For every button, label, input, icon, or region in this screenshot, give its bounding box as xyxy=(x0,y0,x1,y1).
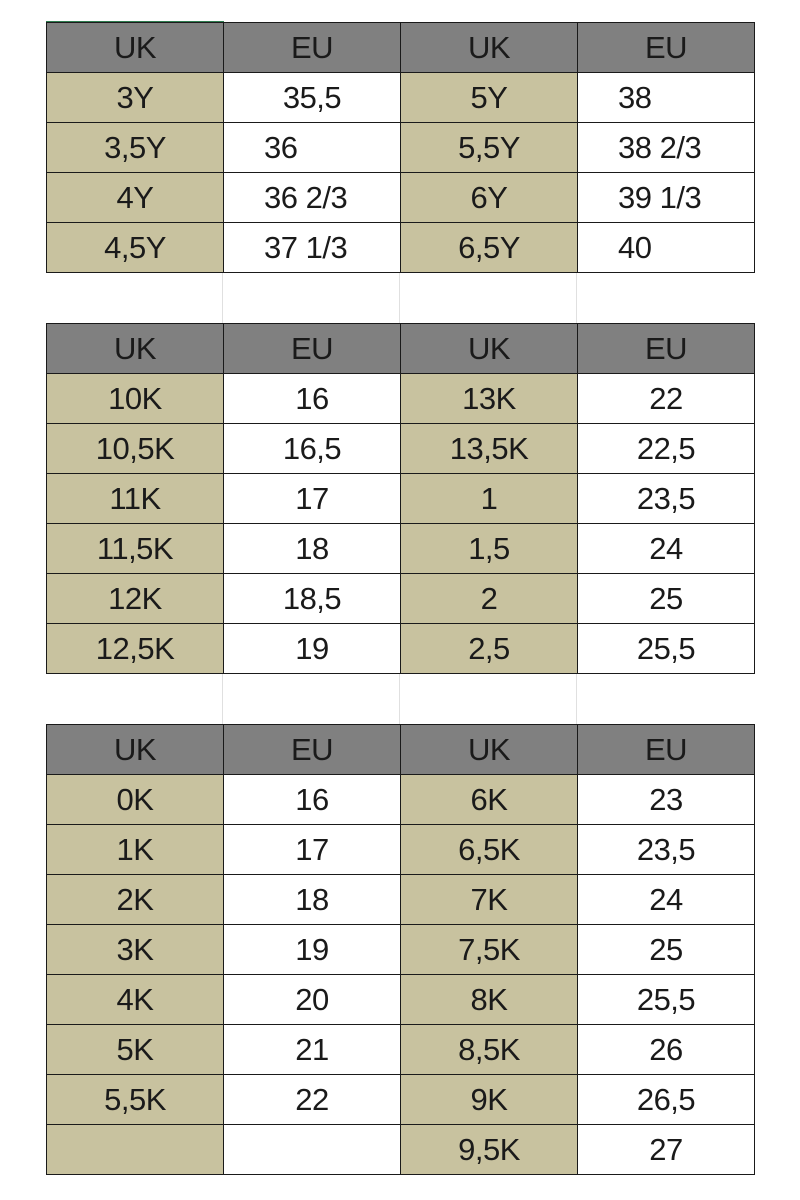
eu-size-cell[interactable]: 16 xyxy=(224,374,401,424)
eu-size-cell[interactable]: 20 xyxy=(224,975,401,1025)
empty-cell[interactable] xyxy=(46,273,223,323)
uk-size-cell[interactable]: 4,5Y xyxy=(47,223,224,273)
table-row xyxy=(47,73,755,123)
uk-size-cell[interactable]: 5Y xyxy=(401,73,578,123)
eu-size-cell[interactable]: 25 xyxy=(578,574,755,624)
empty-spreadsheet-row[interactable] xyxy=(46,674,754,724)
empty-cell[interactable] xyxy=(46,674,223,724)
empty-cell[interactable] xyxy=(577,273,754,323)
table-row xyxy=(47,775,755,825)
uk-size-cell[interactable]: 10K xyxy=(47,374,224,424)
empty-cell[interactable] xyxy=(400,674,577,724)
eu-size-cell[interactable]: 25,5 xyxy=(578,975,755,1025)
uk-size-cell[interactable]: 1 xyxy=(401,474,578,524)
header-eu: EU xyxy=(578,725,755,775)
uk-size-cell[interactable]: 2K xyxy=(47,875,224,925)
table-header-row xyxy=(47,324,755,374)
uk-size-cell[interactable]: 5,5Y xyxy=(401,123,578,173)
uk-size-cell[interactable]: 9K xyxy=(401,1075,578,1125)
eu-size-cell[interactable]: 36 xyxy=(224,123,401,173)
size-table-kids-large xyxy=(46,323,755,674)
header-uk: UK xyxy=(47,725,224,775)
table-row xyxy=(47,424,755,474)
table-row xyxy=(47,374,755,424)
header-uk: UK xyxy=(401,324,578,374)
empty-cell[interactable] xyxy=(577,674,754,724)
eu-size-cell[interactable]: 26,5 xyxy=(578,1075,755,1125)
eu-size-cell[interactable]: 26 xyxy=(578,1025,755,1075)
uk-size-cell[interactable]: 5K xyxy=(47,1025,224,1075)
table-row xyxy=(47,173,755,223)
header-eu: EU xyxy=(224,324,401,374)
eu-size-cell[interactable]: 24 xyxy=(578,524,755,574)
table-row xyxy=(47,474,755,524)
eu-size-cell[interactable]: 24 xyxy=(578,875,755,925)
empty-cell[interactable] xyxy=(223,674,400,724)
eu-size-cell[interactable]: 39 1/3 xyxy=(578,173,755,223)
uk-size-cell[interactable]: 6,5K xyxy=(401,825,578,875)
uk-size-cell[interactable]: 6Y xyxy=(401,173,578,223)
uk-size-cell[interactable]: 2,5 xyxy=(401,624,578,674)
uk-size-cell[interactable]: 11K xyxy=(47,474,224,524)
header-eu: EU xyxy=(578,324,755,374)
header-uk: UK xyxy=(401,725,578,775)
eu-size-cell[interactable]: 17 xyxy=(224,825,401,875)
eu-size-cell[interactable]: 38 xyxy=(578,73,755,123)
uk-size-cell[interactable]: 11,5K xyxy=(47,524,224,574)
header-eu: EU xyxy=(578,23,755,73)
uk-size-cell[interactable]: 13,5K xyxy=(401,424,578,474)
eu-size-cell[interactable]: 40 xyxy=(578,223,755,273)
eu-size-cell[interactable] xyxy=(224,1125,401,1175)
eu-size-cell[interactable]: 23,5 xyxy=(578,825,755,875)
uk-size-cell[interactable]: 1,5 xyxy=(401,524,578,574)
table-row xyxy=(47,925,755,975)
uk-size-cell[interactable]: 5,5K xyxy=(47,1075,224,1125)
header-uk: UK xyxy=(401,23,578,73)
eu-size-cell[interactable]: 18 xyxy=(224,875,401,925)
empty-spreadsheet-row[interactable] xyxy=(46,273,754,323)
uk-size-cell[interactable]: 8,5K xyxy=(401,1025,578,1075)
table-row xyxy=(47,1125,755,1175)
eu-size-cell[interactable]: 37 1/3 xyxy=(224,223,401,273)
empty-cell[interactable] xyxy=(223,273,400,323)
eu-size-cell[interactable]: 23,5 xyxy=(578,474,755,524)
uk-size-cell[interactable]: 7K xyxy=(401,875,578,925)
uk-size-cell[interactable]: 12,5K xyxy=(47,624,224,674)
header-uk: UK xyxy=(47,23,224,73)
uk-size-cell[interactable]: 8K xyxy=(401,975,578,1025)
uk-size-cell[interactable]: 3,5Y xyxy=(47,123,224,173)
table-row xyxy=(47,825,755,875)
size-table-youth xyxy=(46,22,755,273)
uk-size-cell[interactable]: 3K xyxy=(47,925,224,975)
eu-size-cell[interactable]: 35,5 xyxy=(224,73,401,123)
uk-size-cell[interactable]: 0K xyxy=(47,775,224,825)
uk-size-cell[interactable]: 13K xyxy=(401,374,578,424)
eu-size-cell[interactable]: 22 xyxy=(224,1075,401,1125)
eu-size-cell[interactable]: 38 2/3 xyxy=(578,123,755,173)
header-uk: UK xyxy=(47,324,224,374)
eu-size-cell[interactable]: 19 xyxy=(224,624,401,674)
empty-cell[interactable] xyxy=(400,273,577,323)
uk-size-cell[interactable]: 10,5K xyxy=(47,424,224,474)
uk-size-cell[interactable]: 1K xyxy=(47,825,224,875)
uk-size-cell[interactable]: 2 xyxy=(401,574,578,624)
table-row xyxy=(47,524,755,574)
table-row xyxy=(47,123,755,173)
size-table-kids-small xyxy=(46,724,755,1175)
eu-size-cell[interactable]: 27 xyxy=(578,1125,755,1175)
uk-size-cell[interactable]: 7,5K xyxy=(401,925,578,975)
uk-size-cell[interactable]: 4Y xyxy=(47,173,224,223)
uk-size-cell[interactable]: 9,5K xyxy=(401,1125,578,1175)
eu-size-cell[interactable]: 25 xyxy=(578,925,755,975)
uk-size-cell[interactable]: 4K xyxy=(47,975,224,1025)
uk-size-cell[interactable]: 6K xyxy=(401,775,578,825)
eu-size-cell[interactable]: 25,5 xyxy=(578,624,755,674)
header-eu: EU xyxy=(224,23,401,73)
eu-size-cell[interactable]: 36 2/3 xyxy=(224,173,401,223)
eu-size-cell[interactable]: 16,5 xyxy=(224,424,401,474)
table-row xyxy=(47,574,755,624)
uk-size-cell[interactable] xyxy=(47,1125,224,1175)
uk-size-cell[interactable]: 3Y xyxy=(47,73,224,123)
table-row xyxy=(47,875,755,925)
header-eu: EU xyxy=(224,725,401,775)
table-header-row xyxy=(47,23,755,73)
table-header-row xyxy=(47,725,755,775)
table-row xyxy=(47,223,755,273)
size-chart-sheet xyxy=(46,22,754,1175)
table-row xyxy=(47,1025,755,1075)
table-row xyxy=(47,1075,755,1125)
eu-size-cell[interactable]: 22 xyxy=(578,374,755,424)
table-row xyxy=(47,975,755,1025)
table-row xyxy=(47,624,755,674)
eu-size-cell[interactable]: 18 xyxy=(224,524,401,574)
eu-size-cell[interactable]: 21 xyxy=(224,1025,401,1075)
uk-size-cell[interactable]: 6,5Y xyxy=(401,223,578,273)
eu-size-cell[interactable]: 16 xyxy=(224,775,401,825)
eu-size-cell[interactable]: 22,5 xyxy=(578,424,755,474)
eu-size-cell[interactable]: 23 xyxy=(578,775,755,825)
eu-size-cell[interactable]: 18,5 xyxy=(224,574,401,624)
uk-size-cell[interactable]: 12K xyxy=(47,574,224,624)
eu-size-cell[interactable]: 19 xyxy=(224,925,401,975)
eu-size-cell[interactable]: 17 xyxy=(224,474,401,524)
